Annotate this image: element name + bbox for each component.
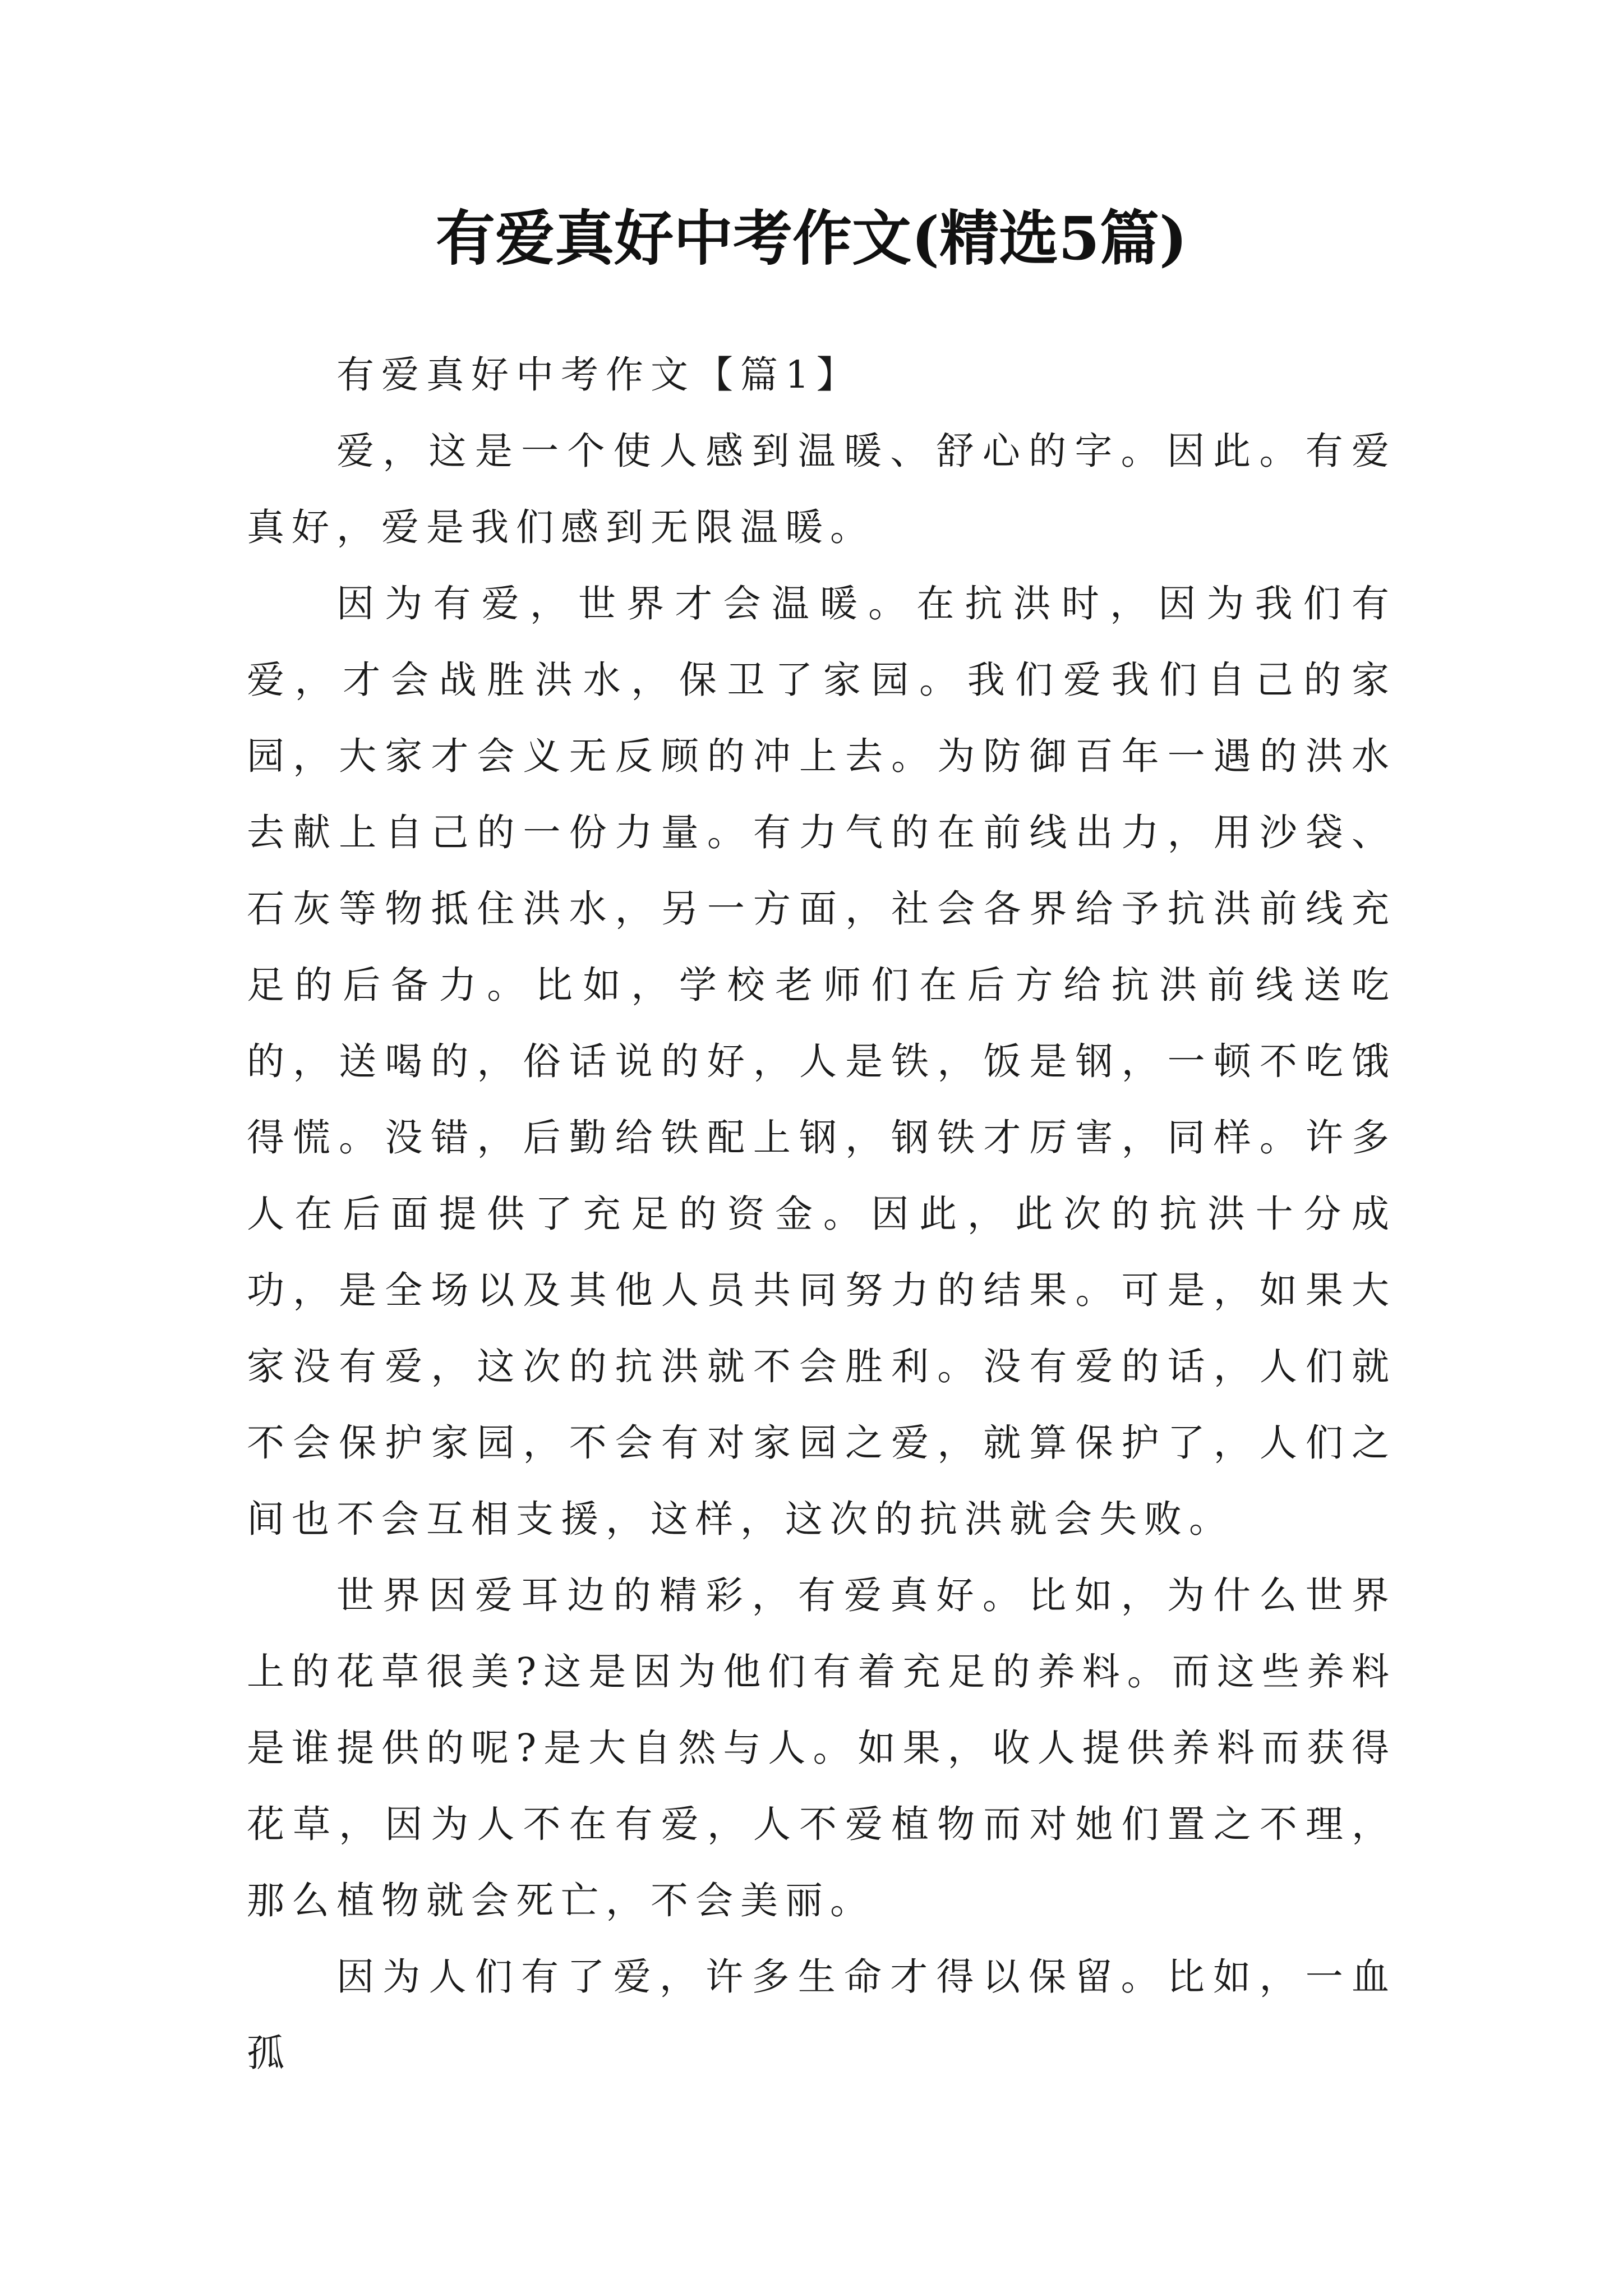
- paragraph: 因为人们有了爱，许多生命才得以保留。比如，一血孤: [247, 1955, 1396, 2075]
- section-heading: 有爱真好中考作文【篇1】: [336, 353, 861, 397]
- paragraph: 世界因爱耳边的精彩，有爱真好。比如，为什么世界上的花草很美?这是因为他们有着充足的养料。而这些养料是谁提供的呢?是大自然与人。如果，收人提供养料而获得花草，因为人不在有爱，人不爱植物而对她们置之不理，那么植物就会死亡，不会美丽。: [247, 1573, 1396, 1922]
- document-title: 有爱真好中考作文(精选5篇): [435, 203, 1188, 273]
- paragraph: 因为有爱，世界才会温暖。在抗洪时，因为我们有爱，才会战胜洪水，保卫了家园。我们爱我们自己的家园，大家才会义无反顾的冲上去。为防御百年一遇的洪水去献上自己的一份力量。有力气的在前线出力，用沙袋、石灰等物抵住洪水，另一方面，社会各界给予抗洪前线充足的后备力。比如，学校老师们在后方给抗洪前线送吃的，送喝的，俗话说的好，人是铁，饭是钢，一顿不吃饿得慌。没错，后勤给铁配上钢，钢铁才厉害，同样。许多人在后面提供了充足的资金。因此，此次的抗洪十分成功，是全场以及其他人员共同努力的结果。可是，如果大家没有爱，这次的抗洪就不会胜利。没有爱的话，人们就不会保护家园，不会有对家园之爱，就算保护了，人们之间也不会互相支援，这样，这次的抗洪就会失败。: [247, 582, 1396, 1541]
- document-body: [247, 337, 1396, 2091]
- paragraph: 爱，这是一个使人感到温暖、舒心的字。因此。有爱真好，爱是我们感到无限温暖。: [247, 429, 1396, 549]
